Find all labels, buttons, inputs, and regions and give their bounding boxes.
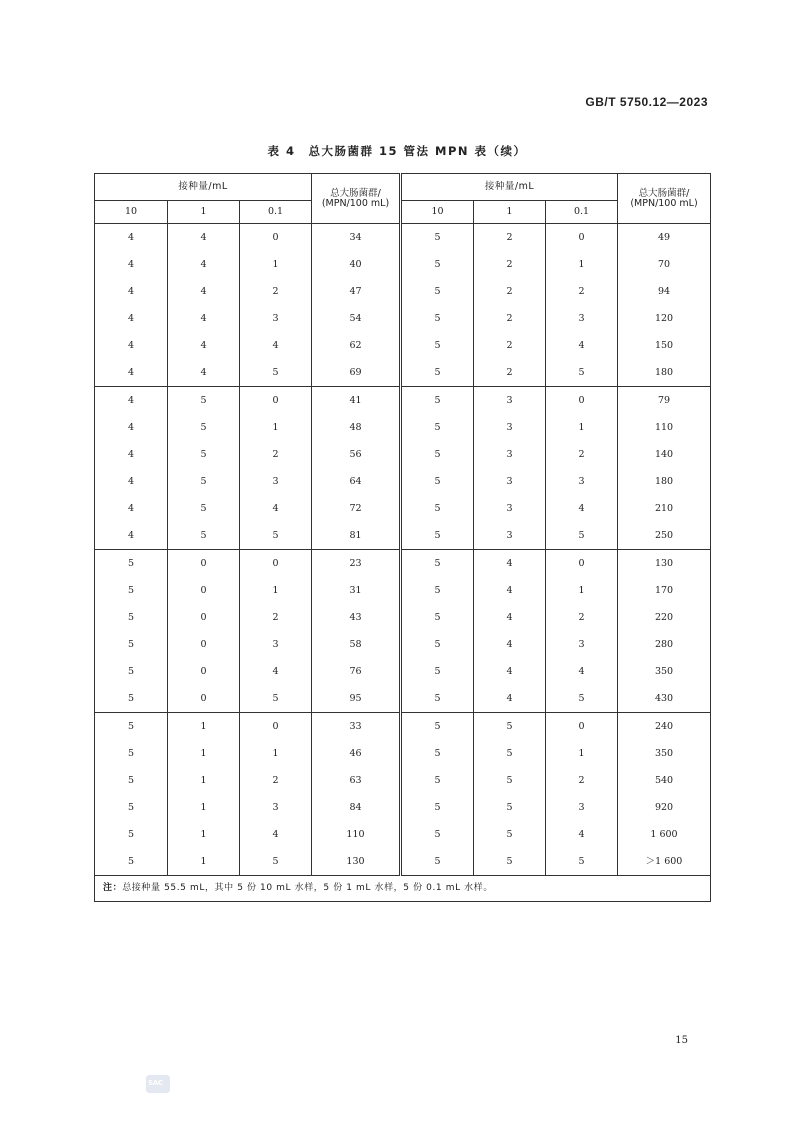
table-cell: 5 — [240, 522, 312, 550]
table-row — [95, 522, 711, 550]
table-cell: 63 — [312, 767, 401, 794]
table-cell: 4 — [546, 821, 618, 848]
table-cell: 4 — [95, 224, 168, 252]
table-cell: 2 — [240, 441, 312, 468]
table-cell: 5 — [401, 577, 474, 604]
table-cell: 4 — [95, 332, 168, 359]
table-cell: 5 — [240, 848, 312, 876]
table-cell: 130 — [618, 550, 711, 578]
table-cell: 5 — [240, 685, 312, 713]
table-cell: 4 — [168, 359, 240, 387]
subheader-0-1: 0.1 — [240, 201, 312, 224]
table-row — [95, 685, 711, 713]
page-number: 15 — [675, 1035, 688, 1046]
table-cell: 0 — [546, 387, 618, 415]
inoculation-header-right: 接种量/mL — [401, 174, 618, 201]
table-cell: 1 — [168, 767, 240, 794]
table-cell: 81 — [312, 522, 401, 550]
table-cell: 1 — [240, 414, 312, 441]
table-row — [95, 414, 711, 441]
table-cell: 4 — [474, 685, 546, 713]
table-cell: 110 — [618, 414, 711, 441]
mpn-header-line1: 总大肠菌群/ — [330, 188, 381, 199]
table-cell: 350 — [618, 658, 711, 685]
table-cell: 54 — [312, 305, 401, 332]
table-cell: 0 — [168, 685, 240, 713]
table-cell: 31 — [312, 577, 401, 604]
table-cell: 3 — [546, 794, 618, 821]
table-cell: 920 — [618, 794, 711, 821]
table-cell: 79 — [618, 387, 711, 415]
table-cell: 4 — [546, 332, 618, 359]
table-cell: 4 — [474, 550, 546, 578]
mpn-table — [94, 173, 711, 902]
mpn-header-left — [312, 174, 401, 224]
table-cell: 41 — [312, 387, 401, 415]
table-cell: 1 — [240, 577, 312, 604]
table-cell: 3 — [240, 794, 312, 821]
table-cell: 56 — [312, 441, 401, 468]
subheader-0-1: 0.1 — [546, 201, 618, 224]
table-row — [95, 441, 711, 468]
table-cell: 120 — [618, 305, 711, 332]
table-cell: 1 — [546, 577, 618, 604]
table-cell: 64 — [312, 468, 401, 495]
mpn-header-right — [618, 174, 711, 224]
table-cell: 5 — [401, 468, 474, 495]
table-cell: 4 — [95, 441, 168, 468]
table-cell: 0 — [168, 577, 240, 604]
table-cell: 2 — [546, 441, 618, 468]
table-row — [95, 468, 711, 495]
table-row — [95, 767, 711, 794]
table-cell: 4 — [95, 387, 168, 415]
subheader-1: 1 — [168, 201, 240, 224]
table-cell: 240 — [618, 713, 711, 741]
table-cell: 47 — [312, 278, 401, 305]
table-cell: 4 — [168, 278, 240, 305]
table-row — [95, 848, 711, 876]
table-cell: 5 — [401, 685, 474, 713]
table-cell: 62 — [312, 332, 401, 359]
mpn-header-line2: (MPN/100 mL) — [630, 197, 698, 209]
table-cell: 5 — [401, 740, 474, 767]
table-cell: 5 — [168, 522, 240, 550]
table-cell: 5 — [401, 550, 474, 578]
table-cell: 4 — [546, 495, 618, 522]
table-cell: 4 — [474, 604, 546, 631]
table-cell: 5 — [401, 332, 474, 359]
table-cell: 5 — [401, 251, 474, 278]
table-cell: 1 — [546, 251, 618, 278]
table-cell: 4 — [95, 414, 168, 441]
table-cell: 2 — [474, 305, 546, 332]
table-cell: 2 — [474, 332, 546, 359]
table-row — [95, 631, 711, 658]
table-cell: 150 — [618, 332, 711, 359]
table-cell: 3 — [546, 631, 618, 658]
table-row — [95, 821, 711, 848]
table-cell: 94 — [618, 278, 711, 305]
table-cell: 0 — [168, 658, 240, 685]
table-cell: 5 — [401, 522, 474, 550]
table-cell: 2 — [474, 278, 546, 305]
table-cell: 5 — [546, 522, 618, 550]
inoculation-header-left: 接种量/mL — [95, 174, 312, 201]
table-cell: 5 — [168, 495, 240, 522]
table-cell: 4 — [95, 468, 168, 495]
sac-logo-text: SAC — [148, 1079, 163, 1087]
table-cell: 2 — [240, 278, 312, 305]
table-cell: 0 — [546, 550, 618, 578]
table-cell: 3 — [240, 468, 312, 495]
table-cell: 4 — [168, 251, 240, 278]
table-cell: 1 — [546, 740, 618, 767]
table-cell: 5 — [240, 359, 312, 387]
table-cell: 3 — [546, 468, 618, 495]
table-cell: 72 — [312, 495, 401, 522]
table-cell: 5 — [95, 848, 168, 876]
table-cell: 2 — [240, 767, 312, 794]
table-cell: 5 — [401, 359, 474, 387]
table-cell: 4 — [95, 359, 168, 387]
table-cell: 180 — [618, 468, 711, 495]
table-cell: 5 — [95, 740, 168, 767]
table-cell: 5 — [95, 604, 168, 631]
table-cell: 5 — [401, 224, 474, 252]
subheader-10: 10 — [401, 201, 474, 224]
table-cell: 4 — [474, 631, 546, 658]
table-cell: 5 — [168, 441, 240, 468]
table-cell: 5 — [474, 767, 546, 794]
table-cell: 5 — [546, 685, 618, 713]
table-cell: 5 — [95, 794, 168, 821]
table-row — [95, 387, 711, 415]
table-cell: 4 — [168, 332, 240, 359]
table-cell: 5 — [401, 848, 474, 876]
subheader-10: 10 — [95, 201, 168, 224]
table-cell: 3 — [240, 631, 312, 658]
table-cell: 5 — [95, 767, 168, 794]
table-cell: 5 — [95, 577, 168, 604]
table-cell: 84 — [312, 794, 401, 821]
table-cell: 4 — [95, 305, 168, 332]
table-row — [95, 224, 711, 252]
table-cell: 170 — [618, 577, 711, 604]
note-text: 总接种量 55.5 mL，其中 5 份 10 mL 水样，5 份 1 mL 水样，5 份 0.1 mL 水样。 — [122, 883, 493, 893]
table-cell: 4 — [95, 278, 168, 305]
header-row — [95, 174, 711, 201]
table-cell: 4 — [95, 522, 168, 550]
table-cell: 5 — [401, 658, 474, 685]
table-cell: 5 — [474, 740, 546, 767]
table-cell: 5 — [474, 821, 546, 848]
table-row — [95, 550, 711, 578]
table-cell: 430 — [618, 685, 711, 713]
table-cell: 40 — [312, 251, 401, 278]
table-cell: 5 — [168, 387, 240, 415]
table-cell: 5 — [95, 821, 168, 848]
table-cell: 58 — [312, 631, 401, 658]
table-cell: 2 — [474, 224, 546, 252]
table-cell: 0 — [240, 550, 312, 578]
table-cell: 5 — [95, 713, 168, 741]
table-cell: 5 — [95, 658, 168, 685]
table-cell: 110 — [312, 821, 401, 848]
table-row — [95, 713, 711, 741]
table-cell: 0 — [240, 713, 312, 741]
table-cell: 49 — [618, 224, 711, 252]
table-cell: 1 — [168, 821, 240, 848]
table-cell: 33 — [312, 713, 401, 741]
table-cell: 540 — [618, 767, 711, 794]
table-cell: 5 — [95, 550, 168, 578]
table-cell: 4 — [474, 658, 546, 685]
table-cell: 0 — [546, 224, 618, 252]
table-row — [95, 794, 711, 821]
mpn-header-line1: 总大肠菌群/ — [638, 188, 690, 199]
table-cell: 1 — [546, 414, 618, 441]
table-cell: 3 — [474, 468, 546, 495]
table-cell: 280 — [618, 631, 711, 658]
table-cell: 4 — [240, 332, 312, 359]
table-note-row — [95, 876, 711, 902]
table-cell: 5 — [474, 848, 546, 876]
table-cell: 140 — [618, 441, 711, 468]
table-cell: 4 — [240, 821, 312, 848]
table-cell: 5 — [401, 794, 474, 821]
table-cell: 1 — [168, 713, 240, 741]
table-cell: 5 — [546, 848, 618, 876]
table-cell: 48 — [312, 414, 401, 441]
table-cell: 0 — [546, 713, 618, 741]
table-cell: 3 — [474, 414, 546, 441]
table-cell: 3 — [474, 495, 546, 522]
table-cell: 3 — [474, 522, 546, 550]
table-row — [95, 604, 711, 631]
table-cell: 70 — [618, 251, 711, 278]
table-row — [95, 278, 711, 305]
table-cell: 0 — [168, 631, 240, 658]
table-cell: 1 600 — [618, 821, 711, 848]
table-cell: 0 — [240, 224, 312, 252]
table-row — [95, 495, 711, 522]
table-cell: 46 — [312, 740, 401, 767]
table-cell: 4 — [95, 495, 168, 522]
table-cell: 4 — [546, 658, 618, 685]
table-cell: 2 — [546, 604, 618, 631]
table-cell: 220 — [618, 604, 711, 631]
table-cell: 4 — [474, 577, 546, 604]
table-cell: 5 — [95, 631, 168, 658]
table-cell: 5 — [401, 713, 474, 741]
table-cell: 3 — [546, 305, 618, 332]
table-row — [95, 740, 711, 767]
table-cell: 69 — [312, 359, 401, 387]
table-cell: 3 — [474, 387, 546, 415]
table-cell: 3 — [240, 305, 312, 332]
subheader-1: 1 — [474, 201, 546, 224]
table-cell: 23 — [312, 550, 401, 578]
table-cell: 1 — [168, 848, 240, 876]
sac-logo — [146, 1075, 170, 1093]
table-row — [95, 332, 711, 359]
mpn-header-line2: (MPN/100 mL) — [321, 197, 390, 209]
table-cell: 5 — [401, 387, 474, 415]
table-cell: 2 — [546, 278, 618, 305]
table-cell: 43 — [312, 604, 401, 631]
table-cell: 5 — [401, 767, 474, 794]
table-cell: 350 — [618, 740, 711, 767]
table-title: 表 4 总大肠菌群 15 管法 MPN 表（续） — [267, 144, 527, 158]
table-cell: 5 — [401, 631, 474, 658]
table-cell: 5 — [168, 468, 240, 495]
table-cell: 5 — [401, 441, 474, 468]
table-cell: ＞1 600 — [618, 848, 711, 876]
table-note — [95, 876, 711, 902]
table-cell: 5 — [95, 685, 168, 713]
table-cell: 2 — [546, 767, 618, 794]
table-cell: 180 — [618, 359, 711, 387]
table-cell: 5 — [474, 794, 546, 821]
table-cell: 5 — [401, 821, 474, 848]
table-cell: 1 — [240, 740, 312, 767]
table-cell: 3 — [474, 441, 546, 468]
table-row — [95, 658, 711, 685]
table-cell: 2 — [474, 359, 546, 387]
table-cell: 2 — [474, 251, 546, 278]
table-cell: 76 — [312, 658, 401, 685]
table-cell: 4 — [95, 251, 168, 278]
table-cell: 4 — [168, 224, 240, 252]
table-cell: 95 — [312, 685, 401, 713]
note-label: 注： — [103, 883, 123, 893]
table-cell: 34 — [312, 224, 401, 252]
table-cell: 0 — [240, 387, 312, 415]
table-cell: 1 — [240, 251, 312, 278]
table-cell: 5 — [401, 604, 474, 631]
table-cell: 210 — [618, 495, 711, 522]
table-cell: 4 — [240, 495, 312, 522]
table-row — [95, 251, 711, 278]
table-cell: 5 — [401, 278, 474, 305]
table-cell: 5 — [401, 495, 474, 522]
table-cell: 4 — [168, 305, 240, 332]
table-cell: 0 — [168, 604, 240, 631]
table-cell: 130 — [312, 848, 401, 876]
table-cell: 1 — [168, 740, 240, 767]
table-row — [95, 577, 711, 604]
table-cell: 2 — [240, 604, 312, 631]
table-cell: 5 — [401, 414, 474, 441]
table-cell: 4 — [240, 658, 312, 685]
table-cell: 5 — [401, 305, 474, 332]
table-cell: 0 — [168, 550, 240, 578]
table-cell: 5 — [474, 713, 546, 741]
table-row — [95, 305, 711, 332]
table-cell: 5 — [546, 359, 618, 387]
table-cell: 250 — [618, 522, 711, 550]
table-row — [95, 359, 711, 387]
standard-code: GB/T 5750.12—2023 — [585, 95, 708, 109]
table-cell: 1 — [168, 794, 240, 821]
table-cell: 5 — [168, 414, 240, 441]
